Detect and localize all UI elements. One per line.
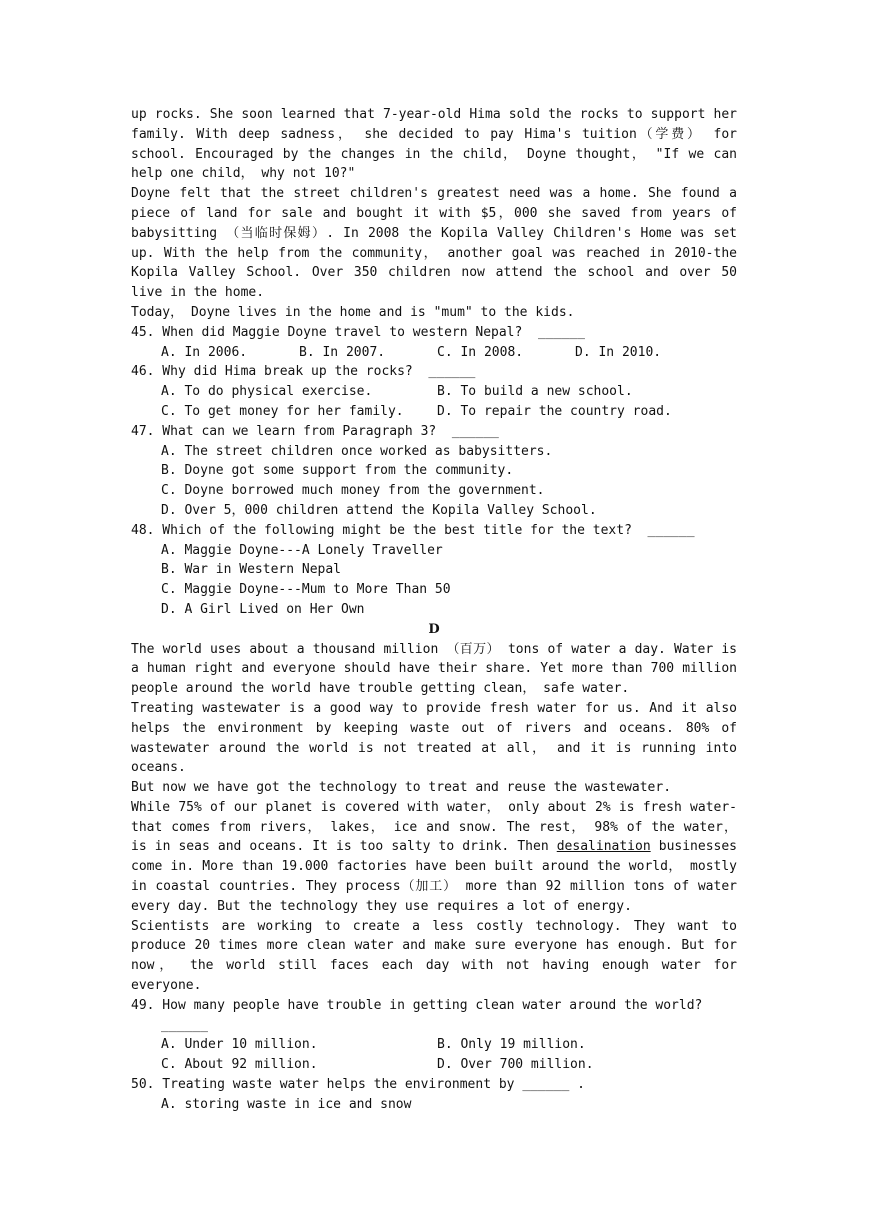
- passage-c-paragraph-2: up rocks. She soon learned that 7-year-old Hima sold the rocks to support her family. With deep sadness， she decided to pay Hima's tuition（学费） for school. Encouraged by the changes in the child， Doyne thought， "If we can help one child， why not 10?": [131, 107, 737, 182]
- exam-page: [131, 105, 737, 1115]
- passage-c-paragraph-3: Doyne felt that the street children's greatest need was a home. She found a piece of land for sale and bought it with $5，000 she saved from years of babysitting （当临时保姆）. In 2008 the Kopila Valley Children's Home was set up. With the help from the community， another goal was reached in 2010-the Kopila Valley School. Over 350 children now attend the school and over 50 live in the home.: [131, 186, 737, 301]
- question-48-stem: 48. Which of the following might be the best title for the text? ______: [131, 522, 695, 538]
- question-47-stem: 47. What can we learn from Paragraph 3? ______: [131, 423, 499, 439]
- option-c: C. About 92 million.: [161, 1057, 318, 1073]
- passage-d-paragraph-2: Treating wastewater is a good way to provide fresh water for us. And it also helps the environment by keeping waste out of rivers and oceans. 80% of wastewater around the world is not treated at all， and it is running into oceans.: [131, 700, 737, 776]
- option-d: D. To repair the country road.: [437, 403, 672, 419]
- option-d: D. Over 5，000 children attend the Kopila Valley School.: [161, 502, 597, 518]
- section-d-title: D: [428, 621, 440, 637]
- passage-d-paragraph-4: [131, 798, 737, 917]
- question-45-options: [131, 343, 737, 363]
- question-49-stem: 49. How many people have trouble in getting clean water around the world?: [131, 997, 703, 1013]
- option-b: B. War in Western Nepal: [161, 562, 342, 578]
- option-a: A. storing waste in ice and snow: [161, 1096, 412, 1112]
- option-d: D. In 2010.: [575, 344, 662, 360]
- option-b: B. Only 19 million.: [437, 1037, 586, 1053]
- option-a: A. In 2006.: [161, 344, 248, 360]
- option-a: A. Under 10 million.: [161, 1037, 318, 1053]
- option-a: A. The street children once worked as babysitters.: [161, 443, 553, 459]
- question-46-options-row-2: [131, 402, 737, 422]
- option-c: C. Doyne borrowed much money from the government.: [161, 483, 545, 499]
- option-c: C. Maggie Doyne---Mum to More Than 50: [161, 582, 451, 598]
- question-46-stem: 46. Why did Hima break up the rocks? ______: [131, 364, 476, 380]
- passage-d-paragraph-3: But now we have got the technology to treat and reuse the wastewater.: [131, 780, 672, 796]
- option-a: A. Maggie Doyne---A Lonely Traveller: [161, 542, 443, 558]
- question-49-answer-blank: ______: [161, 1017, 208, 1033]
- passage-c-paragraph-4: Today， Doyne lives in the home and is "mum" to the kids.: [131, 304, 575, 320]
- option-a: A. To do physical exercise.: [161, 384, 373, 400]
- option-d: D. Over 700 million.: [437, 1057, 594, 1073]
- option-b: B. Doyne got some support from the community.: [161, 463, 514, 479]
- option-c: C. To get money for her family.: [161, 403, 404, 419]
- question-45-stem: 45. When did Maggie Doyne travel to western Nepal? ______: [131, 324, 585, 340]
- option-b: B. To build a new school.: [437, 384, 633, 400]
- paragraph-4-text-end: businesses come in. More than 19.000 factories have been built around the world， mostly in coastal countries. They process（加工） more than 92 million tons of water every day. But the technology they use requires a lot of energy.: [131, 839, 738, 914]
- option-b: B. In 2007.: [299, 344, 386, 360]
- passage-d-paragraph-5: Scientists are working to create a less costly technology. They want to produce 20 times more clean water and make sure everyone has enough. But for now， the world still faces each day with not having enough water for everyone.: [131, 918, 737, 994]
- passage-d-paragraph-1: The world uses about a thousand million （百万） tons of water a day. Water is a human right and everyone should have their share. Yet more than 700 million people around the world have trouble getting clean， safe water.: [131, 641, 737, 697]
- question-46-options-row-1: [131, 382, 737, 402]
- question-50-stem: 50. Treating waste water helps the environment by ______ .: [131, 1077, 585, 1093]
- question-49-options-row-1: [131, 1035, 737, 1055]
- underlined-word-desalination: desalination: [556, 839, 651, 855]
- option-d: D. A Girl Lived on Her Own: [161, 601, 365, 617]
- paragraph-4-text-start: While 75% of our planet is covered with water， only about 2% is fresh water-that comes from rivers， lakes， ice and snow. The rest， 98% of the water， is in seas and oceans. It is too salty to drink. Then: [131, 799, 737, 855]
- question-49-options-row-2: [131, 1055, 737, 1075]
- option-c: C. In 2008.: [437, 344, 524, 360]
